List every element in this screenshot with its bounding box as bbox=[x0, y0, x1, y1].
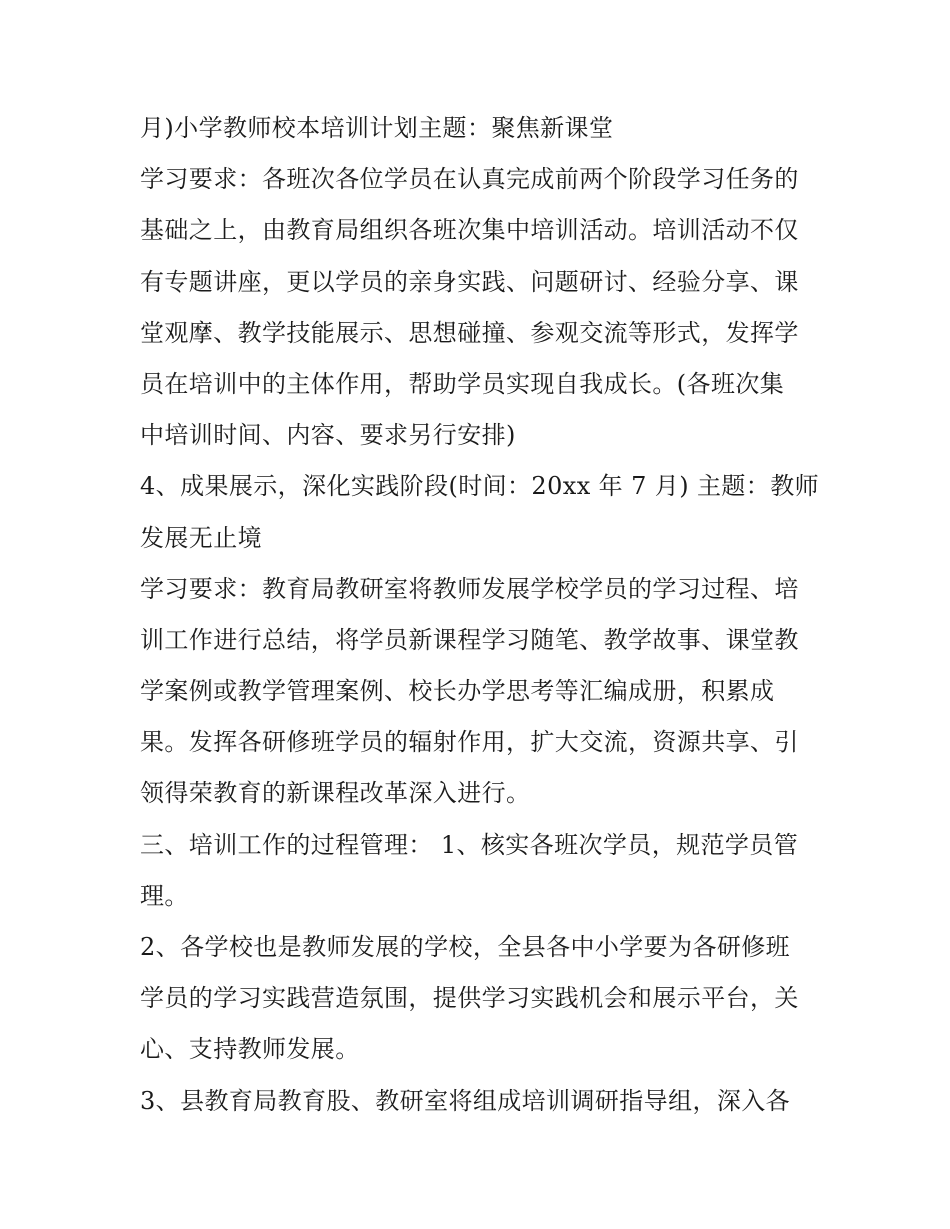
text-line: 月)小学教师校本培训计划主题：聚焦新课堂 bbox=[140, 114, 614, 142]
text-line: 学习要求：教育局教研室将教师发展学校学员的学习过程、培 bbox=[140, 574, 799, 603]
text-line: 3、县教育局教育股、教研室将组成培训调研指导组，深入各 bbox=[140, 1086, 791, 1115]
text-line: 学案例或教学管理案例、校长办学思考等汇编成册，积累成 bbox=[140, 677, 775, 706]
document-body bbox=[140, 103, 830, 1127]
text-line: 果。发挥各研修班学员的辐射作用，扩大交流，资源共享、引 bbox=[140, 728, 799, 757]
text-line: 理。 bbox=[140, 881, 189, 910]
text-line: 员在培训中的主体作用，帮助学员实现自我成长。(各班次集 bbox=[140, 369, 785, 398]
text-line: 学习要求：各班次各位学员在认真完成前两个阶段学习任务的 bbox=[140, 165, 799, 194]
text-line: 堂观摩、教学技能展示、思想碰撞、参观交流等形式，发挥学 bbox=[140, 318, 799, 347]
text-line: 有专题讲座，更以学员的亲身实践、问题研讨、经验分享、课 bbox=[140, 267, 799, 296]
text-line: 领得荣教育的新课程改革深入进行。 bbox=[140, 779, 531, 808]
text-line: 4、成果展示，深化实践阶段(时间：20xx 年 7 月) 主题：教师 bbox=[140, 472, 819, 501]
text-line: 2、各学校也是教师发展的学校，全县各中小学要为各研修班 bbox=[140, 933, 791, 961]
text-line: 基础之上，由教育局组织各班次集中培训活动。培训活动不仅 bbox=[140, 216, 799, 245]
text-line: 训工作进行总结，将学员新课程学习随笔、教学故事、课堂教 bbox=[140, 625, 799, 654]
text-line: 中培训时间、内容、要求另行安排) bbox=[140, 421, 516, 450]
text-line: 发展无止境 bbox=[140, 523, 262, 552]
text-line: 心、支持教师发展。 bbox=[140, 1035, 360, 1064]
text-line: 学员的学习实践营造氛围，提供学习实践机会和展示平台，关 bbox=[140, 984, 799, 1013]
text-line: 三、培训工作的过程管理： 1、核实各班次学员，规范学员管 bbox=[140, 830, 799, 859]
